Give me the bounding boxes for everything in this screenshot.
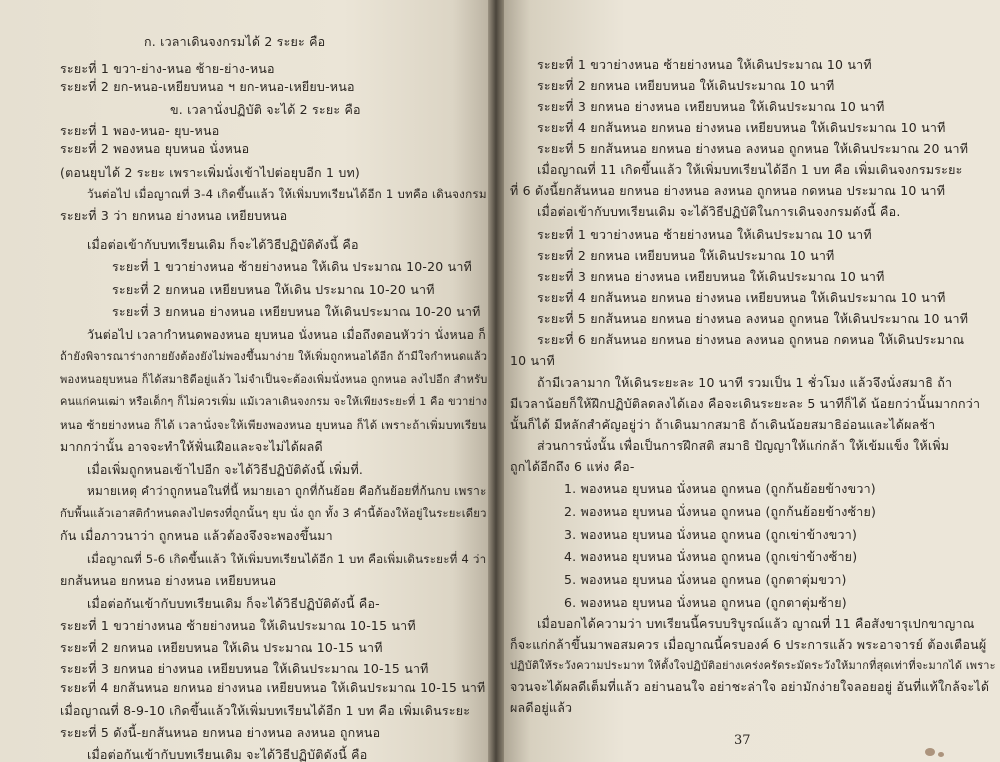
text-line: ระยะที่ 5 ยกส้นหนอ ยกหนอ ย่างหนอ ลงหนอ ถูกหนอ ให้เดินประมาณ 10 นาที <box>537 311 969 326</box>
text-line: ยกส้นหนอ ยกหนอ ย่างหนอ เหยียบหนอ <box>60 573 277 588</box>
text-line: ระยะที่ 2 ยกหนอ เหยียบหนอ ให้เดินประมาณ 10 นาที <box>537 248 835 263</box>
left-page <box>0 0 492 762</box>
text-line: ระยะที่ 3 ว่า ยกหนอ ย่างหนอ เหยียบหนอ <box>60 208 288 223</box>
text-line: ระยะที่ 1 ขวาย่างหนอ ซ้ายย่างหนอ ให้เดิน ประมาณ 10-20 นาที <box>112 259 472 274</box>
text-line: เมื่อเพิ่มถูกหนอเข้าไปอีก จะได้วิธีปฏิบัติดังนี้ เพิ่มที่. <box>87 462 364 477</box>
text-line: ระยะที่ 3 ยกหนอ ย่างหนอ เหยียบหนอ ให้เดินประมาณ 10-20 นาที <box>112 304 481 319</box>
text-line: ปฏิบัติให้ระวังความประมาท ให้ตั้งใจปฏิบัติอย่างเคร่งครัดระมัดระวังให้มากที่สุดเท่าที่จะมากได้ เพราะ <box>510 659 996 672</box>
text-line: ระยะที่ 4 ยกส้นหนอ ยกหนอ ย่างหนอ เหยียบหนอ ให้เดินประมาณ 10 นาที <box>537 290 946 305</box>
text-line: ระยะที่ 2 ยกหนอ เหยียบหนอ ให้เดิน ประมาณ 10-20 นาที <box>112 282 435 297</box>
text-line: เมื่อต่อกันเข้ากับบทเรียนเดิม ก็จะได้วิธีปฏิบัติดังนี้ คือ- <box>87 596 380 611</box>
text-line: 5. พองหนอ ยุบหนอ นั่งหนอ ถูกหนอ (ถูกตาตุ่มขวา) <box>564 572 847 587</box>
text-line: ระยะที่ 1 พอง-หนอ- ยุบ-หนอ <box>60 123 220 138</box>
text-line: นั้นก็ได้ มีหลักสำคัญอยู่ว่า ถ้าเดินมากสมาธิ ถ้าเดินน้อยสมาธิอ่อนและได้ผลช้า <box>510 417 936 432</box>
book-gutter <box>488 0 504 762</box>
text-line: ระยะที่ 5 ยกส้นหนอ ยกหนอ ย่างหนอ ลงหนอ ถูกหนอ ให้เดินประมาณ 20 นาที <box>537 141 969 156</box>
text-line: ถ้ายังพิจารณาร่างกายยังต้องยังไม่พองขึ้นมาง่าย ให้เพิ่มถูกหนอได้อีก ถ้ามีใจกำหนดแล้ว <box>60 350 488 363</box>
text-line: ระยะที่ 6 ยกส้นหนอ ยกหนอ ย่างหนอ ลงหนอ ถูกหนอ กดหนอ ให้เดินประมาณ <box>537 332 965 347</box>
text-line: ระยะที่ 1 ขวาย่างหนอ ซ้ายย่างหนอ ให้เดินประมาณ 10 นาที <box>537 57 872 72</box>
text-line: มากกว่านั้น อาจจะทำให้ฟั่นเฝือและจะไม่ได้ผลดี <box>60 439 323 454</box>
text-line: ถ้ามีเวลามาก ให้เดินระยะละ 10 นาที รวมเป็น 1 ชั่วโมง แล้วจึงนั่งสมาธิ ถ้า <box>537 375 953 390</box>
text-line: วันต่อไป เวลากำหนดพองหนอ ยุบหนอ นั่งหนอ เมื่อถึงตอนหัวว่า นั่งหนอ ก็ <box>87 328 486 342</box>
text-line: 1. พองหนอ ยุบหนอ นั่งหนอ ถูกหนอ (ถูกก้นย้อยข้างขวา) <box>564 481 876 496</box>
text-line: ระยะที่ 2 ยกหนอ เหยียบหนอ ให้เดิน ประมาณ 10-15 นาที <box>60 640 383 655</box>
text-line: เมื่อต่อกันเข้ากับบทเรียนเดิม จะได้วิธีปฏิบัติดังนี้ คือ <box>87 747 368 762</box>
text-line: ระยะที่ 2 ยกหนอ เหยียบหนอ ให้เดินประมาณ 10 นาที <box>537 78 835 93</box>
text-line: ส่วนการนั่งนั้น เพื่อเป็นการฝึกสติ สมาธิ ปัญญาให้แก่กล้า ให้เข้มแข็ง ให้เพิ่ม <box>537 438 950 453</box>
text-line: กับพื้นแล้วเอาสติกำหนดลงไปตรงที่ถูกนั้นๆ ยุบ นั่ง ถูก ทั้ง 3 คำนี้ต้องให้อยู่ในระยะเดียว <box>60 507 487 520</box>
text-line: ก็จะแก่กล้าขึ้นมาพอสมควร เมื่อญาณนี้ครบองค์ 6 ประการแล้ว พระอาจารย์ ต้องเตือนผู้ <box>510 637 987 652</box>
text-line: ระยะที่ 4 ยกส้นหนอ ยกหนอ ย่างหนอ เหยียบหนอ ให้เดินประมาณ 10-15 นาที <box>60 681 486 695</box>
text-line: 10 นาที <box>510 353 555 368</box>
text-line: วันต่อไป เมื่อญาณที่ 3-4 เกิดขึ้นแล้ว ให้เพิ่มบทเรียนได้อีก 1 บทคือ เดินจงกรม <box>87 187 487 201</box>
text-line: หมายเหตุ คำว่าถูกหนอในที่นี้ หมายเอา ถูกที่ก้นย้อย คือก้นย้อยที่ก้นกบ เพราะ <box>87 484 487 498</box>
text-line: 2. พองหนอ ยุบหนอ นั่งหนอ ถูกหนอ (ถูกก้นย้อยข้างซ้าย) <box>564 504 877 519</box>
text-line: ระยะที่ 3 ยกหนอ ย่างหนอ เหยียบหนอ ให้เดินประมาณ 10 นาที <box>537 99 885 114</box>
text-line: คนแก่คนเฒ่า หรือเด็กๆ ก็ไม่ควรเพิ่ม แม้เวลาเดินจงกรม จะให้เพียงระยะที่ 1 คือ ขวาย่าง <box>60 395 488 408</box>
paper-stain <box>938 752 944 757</box>
text-line: เมื่อญาณที่ 5-6 เกิดขึ้นแล้ว ให้เพิ่มบทเรียนได้อีก 1 บท คือเพิ่มเดินระยะที่ 4 ว่า <box>87 552 487 566</box>
text-line: ระยะที่ 1 ขวาย่างหนอ ซ้ายย่างหนอ ให้เดินประมาณ 10-15 นาที <box>60 618 416 633</box>
text-line: ระยะที่ 4 ยกส้นหนอ ยกหนอ ย่างหนอ เหยียบหนอ ให้เดินประมาณ 10 นาที <box>537 120 946 135</box>
right-page <box>500 0 1000 762</box>
text-line: ผลดีอยู่แล้ว <box>510 700 573 715</box>
text-line: พองหนอยุบหนอ ก็ได้สมาธิดีอยู่แล้ว ไม่จำเป็นจะต้องเพิ่มนั่งหนอ ถูกหนอ ลงไปอีก สำหรับ <box>60 373 488 386</box>
page-number: 37 <box>734 733 751 748</box>
text-line: 6. พองหนอ ยุบหนอ นั่งหนอ ถูกหนอ (ถูกตาตุ่มซ้าย) <box>564 595 847 610</box>
text-line: ข. เวลานั่งปฏิบัติ จะได้ 2 ระยะ คือ <box>170 102 361 117</box>
text-line: เมื่อต่อเข้ากับบทเรียนเดิม จะได้วิธีปฏิบัติในการเดินจงกรมดังนี้ คือ. <box>537 204 901 219</box>
paper-stain <box>925 748 935 756</box>
text-line: 3. พองหนอ ยุบหนอ นั่งหนอ ถูกหนอ (ถูกเข่าข้างขวา) <box>564 527 858 542</box>
text-line: กัน เมื่อภาวนาว่า ถูกหนอ แล้วต้องจึงจะพองขึ้นมา <box>60 528 333 543</box>
text-line: 4. พองหนอ ยุบหนอ นั่งหนอ ถูกหนอ (ถูกเข่าข้างซ้าย) <box>564 549 858 564</box>
text-line: เมื่อญาณที่ 8-9-10 เกิดขึ้นแล้วให้เพิ่มบทเรียนได้อีก 1 บท คือ เพิ่มเดินระยะ <box>60 703 471 718</box>
text-line: (ตอนยุบได้ 2 ระยะ เพราะเพิ่มนั่งเข้าไปต่อยุบอีก 1 บท) <box>60 165 360 180</box>
text-line: ระยะที่ 3 ยกหนอ ย่างหนอ เหยียบหนอ ให้เดินประมาณ 10 นาที <box>537 269 885 284</box>
text-line: เมื่อญาณที่ 11 เกิดขึ้นแล้ว ให้เพิ่มบทเรียนได้อีก 1 บท คือ เพิ่มเดินจงกรมระยะ <box>537 162 963 177</box>
text-line: ระยะที่ 1 ขวาย่างหนอ ซ้ายย่างหนอ ให้เดินประมาณ 10 นาที <box>537 227 872 242</box>
text-line: มีเวลาน้อยก็ให้ฝึกปฏิบัติลดลงได้เอง คือจะเดินระยะละ 5 นาทีก็ได้ น้อยกว่านั้นมากกว่า <box>510 396 981 411</box>
text-line: ระยะที่ 2 พองหนอ ยุบหนอ นั่งหนอ <box>60 141 250 156</box>
text-line: ระยะที่ 2 ยก-หนอ-เหยียบหนอ ฯ ยก-หนอ-เหยียบ-หนอ <box>60 79 355 94</box>
text-line: ระยะที่ 5 ดังนี้-ยกส้นหนอ ยกหนอ ย่างหนอ ลงหนอ ถูกหนอ <box>60 725 381 740</box>
text-line: ก. เวลาเดินจงกรมได้ 2 ระยะ คือ <box>144 34 326 49</box>
text-line: ถูกได้อีกถึง 6 แห่ง คือ- <box>510 459 635 474</box>
text-line: จวนจะได้ผลดีเต็มที่แล้ว อย่านอนใจ อย่าชะล่าใจ อย่ามักง่ายใจลอยอยู่ อันที่แท้ใกล้จะได้ <box>510 679 990 694</box>
text-line: ระยะที่ 1 ขวา-ย่าง-หนอ ซ้าย-ย่าง-หนอ <box>60 61 275 76</box>
text-line: เมื่อต่อเข้ากับบทเรียนเดิม ก็จะได้วิธีปฏิบัติดังนี้ คือ <box>87 237 359 252</box>
text-line: ที่ 6 ดังนี้ยกส้นหนอ ยกหนอ ย่างหนอ ลงหนอ ถูกหนอ กดหนอ ประมาณ 10 นาที <box>510 183 946 198</box>
text-line: หนอ ซ้ายย่างหนอ ก็ได้ เวลานั่งจะให้เพียงพองหนอ ยุบหนอ ก็ได้ เพราะถ้าเพิ่มบทเรียน <box>60 418 487 432</box>
text-line: เมื่อบอกได้ความว่า บทเรียนนี้ครบบริบูรณ์แล้ว ญาณที่ 11 คือสังขารุเปกขาญาณ <box>537 616 975 631</box>
text-line: ระยะที่ 3 ยกหนอ ย่างหนอ เหยียบหนอ ให้เดินประมาณ 10-15 นาที <box>60 661 429 676</box>
